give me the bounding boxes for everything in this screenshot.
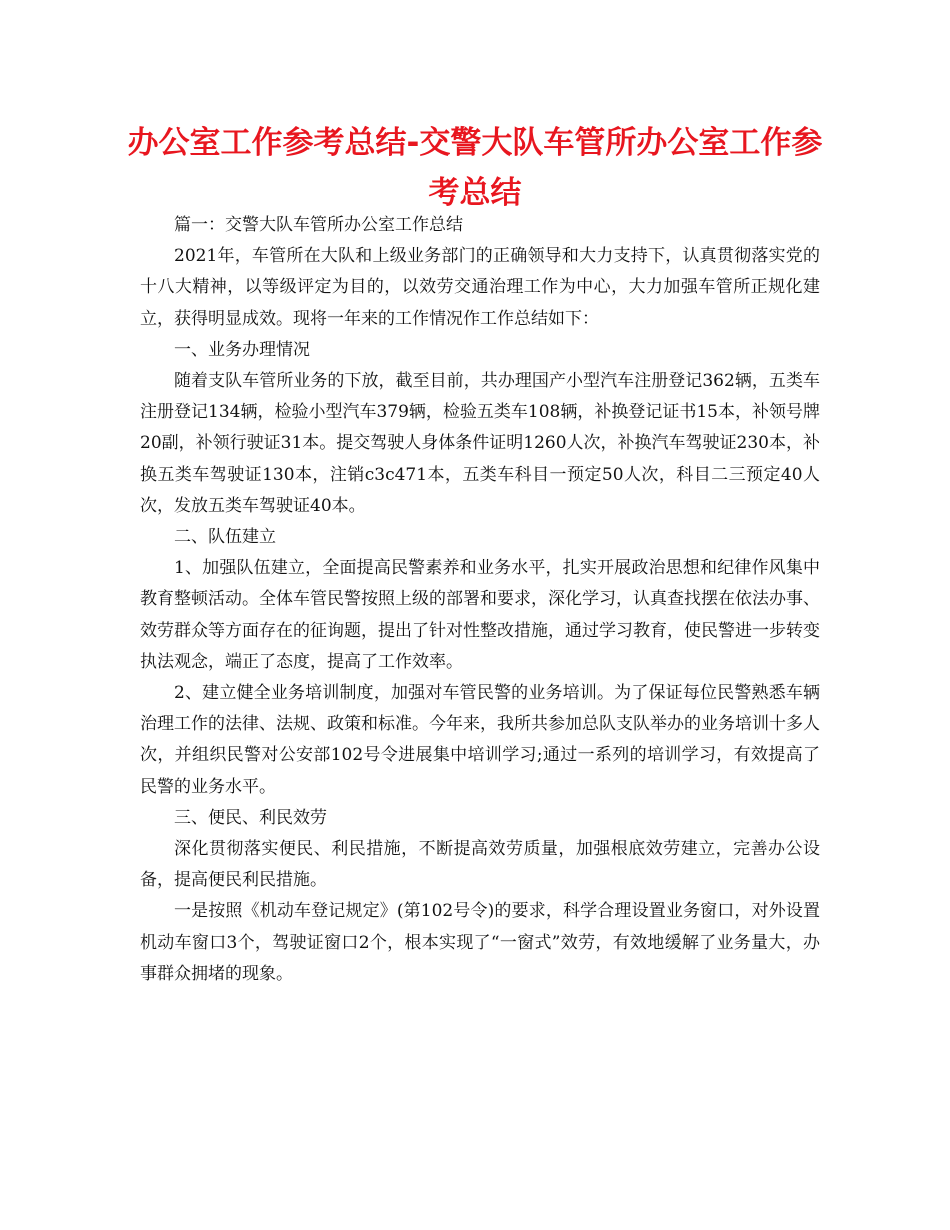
heading-business-handling: 一、业务办理情况 [174,339,310,360]
paragraph-intro: 2021年，车管所在大队和上级业务部门的正确领导和大力支持下，认真贯彻落实党的十八大精神，以等级评定为目的，以效劳交通治理工作为中心，大力加强车管所正规化建立，获得明显成效。现将一年来的工作情况作工作总结如下： [140,246,820,329]
paragraph-team-building-2: 2、建立健全业务培训制度，加强对车管民警的业务培训。为了保证每位民警熟悉车辆治理工作的法律、法规、政策和标准。今年来，我所共参加总队支队举办的业务培训十多人次，并组织民警对公安部102号令进展集中培训学习;通过一系列的培训学习，有效提高了民警的业务水平。 [140,683,820,797]
paragraph-team-building-1: 1、加强队伍建立，全面提高民警素养和业务水平，扎实开展政治思想和纪律作风集中教育整顿活动。全体车管民警按照上级的部署和要求，深化学习，认真查找摆在依法办事、效劳群众等方面存在的征询题，提出了针对性整改措施，通过学习教育，使民警进一步转变执法观念，端正了态度，提高了工作效率。 [140,558,820,672]
document-title: 办公室工作参考总结-交警大队车管所办公室工作参考总结 [127,125,823,211]
heading-team-building: 二、队伍建立 [174,527,276,548]
paragraph-business-stats: 随着支队车管所业务的下放，截至目前，共办理国产小型汽车注册登记362辆，五类车注册登记134辆，检验小型汽车379辆，检验五类车108辆，补换登记证书15本，补领号牌20副，补领行驶证31本。提交驾驶人身体条件证明1260人次，补换汽车驾驶证230本，补换五类车驾驶证130本，注销c3c471本，五类车科目一预定50人次，科目二三预定40人次，发放五类车驾驶证40本。 [140,371,820,516]
paragraph-section-heading: 篇一：交警大队车管所办公室工作总结 [174,215,463,235]
document-body [140,210,820,990]
paragraph-public-service-1: 深化贯彻落实便民、利民措施，不断提高效劳质量，加强根底效劳建立，完善办公设备，提高便民利民措施。 [140,839,820,891]
heading-public-service: 三、便民、利民效劳 [174,807,327,828]
paragraph-public-service-2: 一是按照《机动车登记规定》(第102号令)的要求，科学合理设置业务窗口，对外设置机动车窗口3个，驾驶证窗口2个，根本实现了“一窗式”效劳，有效地缓解了业务量大，办事群众拥堵的现象。 [140,901,820,984]
